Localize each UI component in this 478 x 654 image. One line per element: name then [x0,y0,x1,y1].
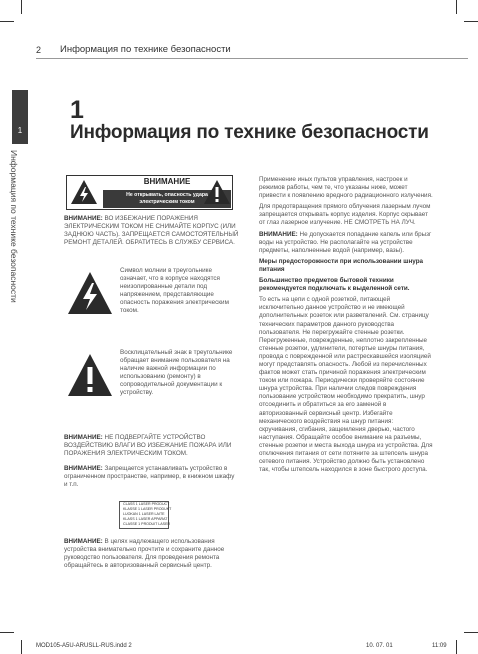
laser-label-line: KLASS 1 LASER APPARAT [123,517,168,521]
warning-label: ВНИМАНИЕ: [64,465,103,472]
side-tab-number: 1 [17,126,23,135]
warning-label: ВНИМАНИЕ: [259,230,298,238]
header-divider [36,58,468,59]
chapter-title: Информация по технике безопасности [70,122,429,143]
laser-label-line: CLASS 1 LASER PRODUCT [123,502,170,506]
laser-paragraph: Для предотвращения прямого облучения лазерным лучом запрещается открывать корпус изделия. Корпус скрывает от глаз лазерное излучение. НЕ СМОТРЕТЬ НА ЛУЧ. [259,203,431,227]
power-cord-heading: Меры предосторожности при использовании шнура питания [259,257,424,273]
warning-label: ВНИМАНИЕ: [64,215,103,222]
left-paragraph-4 [64,538,239,570]
warning-subtitle-line2: электрическим током [139,199,195,205]
warning-subtitle-line1: Не открывать, опасность удара [126,192,208,198]
page-number: 2 [36,45,42,55]
paragraph-text: Запрещается устанавливать устройство в ограниченном пространстве, например, в книжном шкафу и т.п. [64,465,235,489]
laser-label-line: LUOKAN 1 LASER LAITE [123,512,165,516]
crop-mark [0,21,14,22]
power-cord-subheading: Большинство предметов бытовой техники рекомендуется подключать к выделенной сети. [259,277,410,293]
crop-mark [464,21,478,22]
exclamation-warning-icon [203,178,231,206]
running-title: Информация по технике безопасности [60,44,231,55]
crop-mark [21,640,22,654]
laser-product-label [119,501,172,529]
paragraph-text: В целях надлежащего использования устройства внимательно прочтите и сохраните данное руководство пользователя. Для проведения ремонта обращайтесь в авторизованный сервисный центр. [64,538,225,570]
exclamation-symbol-text: Восклицательный знак в треугольнике обращает внимание пользователя на наличие важной информации по использованию (ремонту) в сопроводительной документации к устройству. [120,349,233,397]
chapter-number: 1 [70,96,84,124]
crop-mark [456,0,457,14]
right-column [259,176,433,477]
power-cord-paragraph: То есть на цепи с одной розеткой, питающей исключительно данное устройство и не имеющей дополнительных розеток или разветвлений. См. страницу технических параметров данного руководства пользователя. Не перегружайте стенные розетки. Перегруженные, поврежденные, неплотно закрепленные стенные розетки, удлинители, потертые шнуры питания, провода с поврежденной или растрескавшейся изоляцией могут представлять опасность. Любой из перечисленных фактов может стать причиной поражения электрическим током или пожара. Периодически проверяйте состояние шнура устройства. При наличии следов повреждения пользование устройством необходимо прекратить, шнур отсоединить и обратиться за его заменой в авторизованный сервисный центр. Избегайте механического воздействия на шнур питания: скручивания, сгибания, защемления дверью, частого наступания. Обращайте особое внимание на разъемы, стенные розетки и места выхода шнура из устройства. Для отключения питания от сети потяните за штепсель шнура сетевого питания. Устройство должно быть установлено так, чтобы штепсель находился в зоне быстрого доступа. [259,296,433,474]
radiation-paragraph: Применение иных пультов управления, настроек и режимов работы, чем те, что указаны ниже, может привести к появлению вредного радиационного излучения. [259,176,433,200]
paragraph-text: НЕ ПОДВЕРГАЙТЕ УСТРОЙСТВО ВОЗДЕЙСТВИЮ ВЛАГИ ВО ИЗБЕЖАНИЕ ПОЖАРА ИЛИ ПОРАЖЕНИЯ ЭЛЕКТРИЧЕСКИМ ТОКОМ. [64,434,232,458]
crop-mark [21,0,22,14]
paragraph-text: ВО ИЗБЕЖАНИЕ ПОРАЖЕНИЯ ЭЛЕКТРИЧЕСКИМ ТОКОМ НЕ СНИМАЙТЕ КОРПУС (ИЛИ ЗАДНЮЮ ЧАСТЬ). ЗАПРЕЩАЕТСЯ САМОСТОЯТЕЛЬНЫЙ РЕМОНТ ДЕТАЛЕЙ. ОБРАТИТЕСЬ В СЛУЖБУ СЕРВИСА. [64,215,239,247]
footer-time: 11:09 [432,643,447,649]
paragraph-text: Не допускается попадание капель или брызг воды на устройство. Не располагайте на устройстве предметы, наполненные водой (например, вазы). [259,230,432,254]
warning-label: ВНИМАНИЕ: [64,434,103,441]
warning-label: ВНИМАНИЕ: [64,538,103,545]
crop-mark [456,640,457,654]
side-tab-label [9,150,23,410]
lightning-warning-icon [70,178,98,206]
warning-heading: ВНИМАНИЕ [143,177,191,186]
laser-label-line: CLASSE 1 PRODUIT LASER [123,522,171,526]
lightning-triangle-icon [66,270,114,316]
left-paragraph-1 [64,215,239,247]
crop-mark [464,632,478,633]
chapter-side-tab [12,90,28,144]
footer-filename: MOD105-A5U-ARUSLL-RUS.indd 2 [36,643,132,649]
side-tab-label-text: Информация по технике безопасности [9,150,19,303]
left-paragraph-2 [64,434,239,458]
left-paragraph-3 [64,465,239,489]
footer-date: 10. 07. 01 [366,643,393,649]
exclamation-triangle-icon [66,352,114,398]
lightning-symbol-text: Символ молнии в треугольнике означает, что в корпусе находятся неизолированные детали под напряжением, представляющие опасность поражения электрическим током. [120,267,229,315]
laser-label-line: KLASSE 1 LASER PRODUKT [123,507,172,511]
crop-mark [0,632,14,633]
water-warning-paragraph [259,231,433,255]
